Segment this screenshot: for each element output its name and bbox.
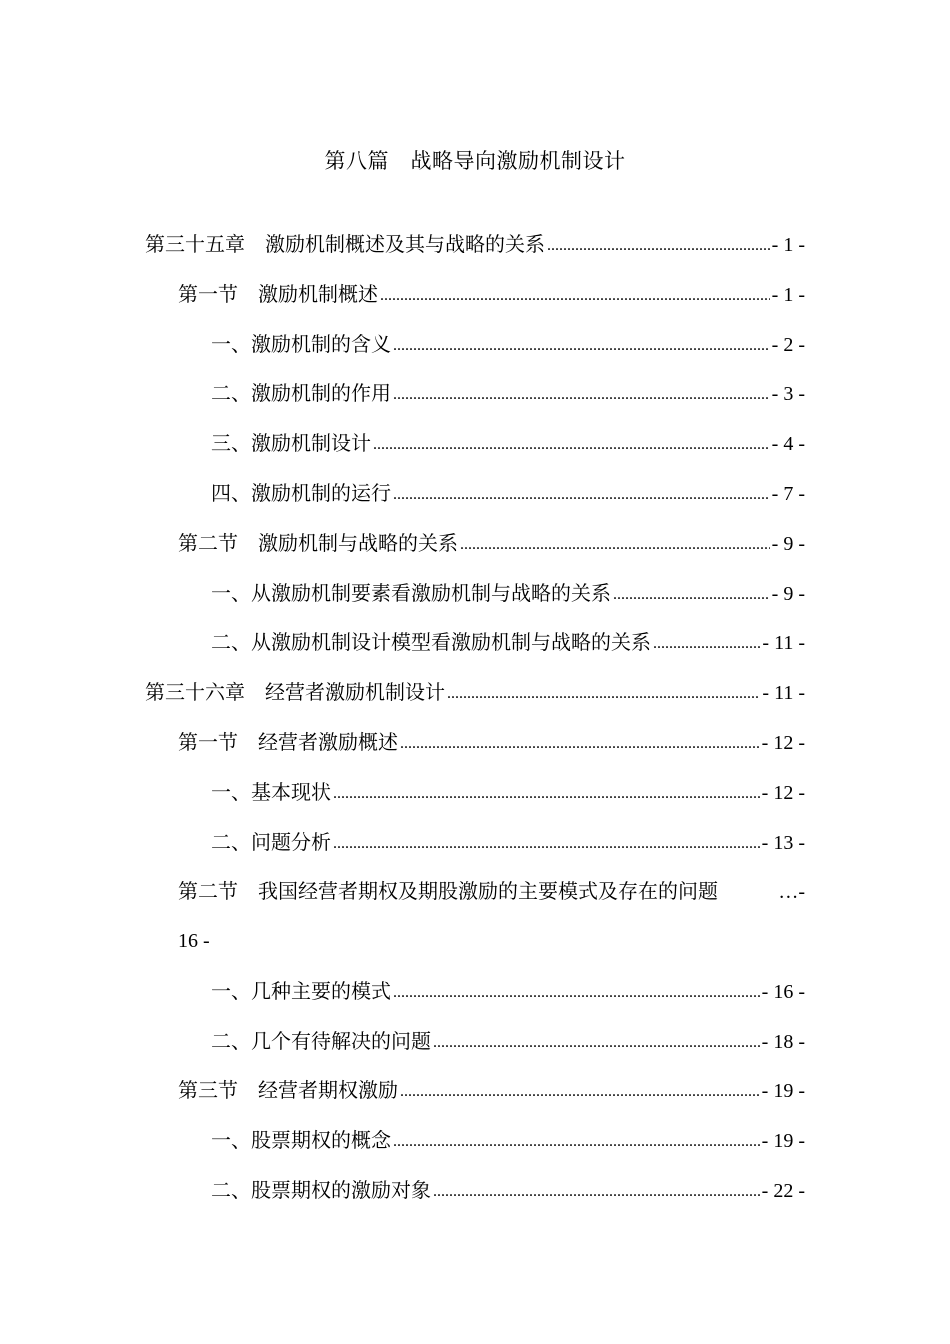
toc-page-number: - 9 - xyxy=(771,533,805,555)
dot-leader xyxy=(380,281,770,311)
toc-entry-text: 第三节 经营者期权激励 xyxy=(178,1078,398,1102)
toc-entry-chapter-35[interactable] xyxy=(145,229,805,259)
toc-entry-text: 第三十六章 经营者激励机制设计 xyxy=(145,680,445,704)
toc-entry-item[interactable] xyxy=(211,578,805,608)
toc-entry-text: 二、激励机制的作用 xyxy=(211,381,391,405)
toc-entry-item[interactable] xyxy=(211,378,805,408)
toc-page-number: - 11 - xyxy=(762,632,805,654)
toc-entry-text: 二、股票期权的激励对象 xyxy=(211,1178,431,1202)
toc-entry-text: 二、从激励机制设计模型看激励机制与战略的关系 xyxy=(211,630,651,654)
dot-leader xyxy=(447,679,760,709)
page-title: 第八篇 战略导向激励机制设计 xyxy=(324,149,626,173)
toc-page-number: - 2 - xyxy=(771,334,805,356)
toc-entry-item[interactable] xyxy=(211,627,805,657)
dot-leader xyxy=(393,380,770,410)
dot-leader xyxy=(333,829,760,859)
toc-entry-item[interactable] xyxy=(211,827,805,857)
toc-entry-text: 二、问题分析 xyxy=(211,830,331,854)
toc-entry-section[interactable] xyxy=(178,528,805,558)
toc-entry-text: 第二节 我国经营者期权及期股激励的主要模式及存在的问题 xyxy=(178,879,718,903)
dot-leader xyxy=(393,480,770,510)
dot-leader xyxy=(393,1127,760,1157)
toc-entry-text: 第一节 激励机制概述 xyxy=(178,282,378,306)
toc-page-number: - 1 - xyxy=(771,234,805,256)
dot-leader xyxy=(333,779,760,809)
toc-entry-text: 一、几种主要的模式 xyxy=(211,979,391,1003)
toc-entry-item[interactable] xyxy=(211,329,805,359)
dot-leader xyxy=(393,331,770,361)
toc-entry-text: 一、基本现状 xyxy=(211,780,331,804)
toc-entry-text: 一、激励机制的含义 xyxy=(211,332,391,356)
dot-leader xyxy=(373,430,770,460)
toc-page-number: - 12 - xyxy=(761,732,805,754)
toc-page-number: - 12 - xyxy=(761,782,805,804)
toc-entry-section[interactable] xyxy=(178,727,805,757)
toc-entry-item[interactable] xyxy=(211,976,805,1006)
toc-entry-item[interactable] xyxy=(211,1175,805,1205)
toc-entry-section-wrapped[interactable] xyxy=(178,876,805,906)
toc-page-number: - 13 - xyxy=(761,832,805,854)
dot-leader xyxy=(653,629,760,659)
toc-entry-text: 一、从激励机制要素看激励机制与战略的关系 xyxy=(211,581,611,605)
toc-page-number: - 11 - xyxy=(762,682,805,704)
dot-leader xyxy=(433,1177,760,1207)
toc-page-number: - 16 - xyxy=(761,981,805,1003)
toc-entry-text: 三、激励机制设计 xyxy=(211,431,371,455)
toc-entry-section[interactable] xyxy=(178,1075,805,1105)
toc-page-number: - 9 - xyxy=(771,583,805,605)
toc-entry-item[interactable] xyxy=(211,777,805,807)
toc-entry-text: 四、激励机制的运行 xyxy=(211,481,391,505)
toc-entry-item[interactable] xyxy=(211,478,805,508)
toc-page-number: - 19 - xyxy=(761,1080,805,1102)
toc-entry-text: 第三十五章 激励机制概述及其与战略的关系 xyxy=(145,232,545,256)
dot-leader xyxy=(613,580,770,610)
toc-entry-text: 第一节 经营者激励概述 xyxy=(178,730,398,754)
dot-leader xyxy=(460,530,770,560)
toc-page-number: - 19 - xyxy=(761,1130,805,1152)
toc-page-number: - 22 - xyxy=(761,1180,805,1202)
toc-entry-item[interactable] xyxy=(211,1125,805,1155)
dot-leader xyxy=(547,231,770,261)
toc-page-number: - 1 - xyxy=(771,284,805,306)
toc-page-number: - 4 - xyxy=(771,433,805,455)
dot-leader xyxy=(393,978,760,1008)
toc-page-number: - 3 - xyxy=(771,383,805,405)
dot-leader xyxy=(400,729,760,759)
dot-leader xyxy=(433,1028,760,1058)
toc-entry-text: 第二节 激励机制与战略的关系 xyxy=(178,531,458,555)
toc-page-number: - 7 - xyxy=(771,483,805,505)
toc-page-number: - 18 - xyxy=(761,1031,805,1053)
toc-entry-overflow: …- xyxy=(778,881,805,903)
toc-page-number: 16 - xyxy=(178,930,210,952)
toc-entry-chapter-36[interactable] xyxy=(145,677,805,707)
toc-entry-item[interactable] xyxy=(211,428,805,458)
toc-entry-section[interactable] xyxy=(178,279,805,309)
dot-leader xyxy=(400,1077,760,1107)
toc-entry-text: 二、几个有待解决的问题 xyxy=(211,1029,431,1053)
toc-entry-text: 一、股票期权的概念 xyxy=(211,1128,391,1152)
toc-entry-item[interactable] xyxy=(211,1026,805,1056)
